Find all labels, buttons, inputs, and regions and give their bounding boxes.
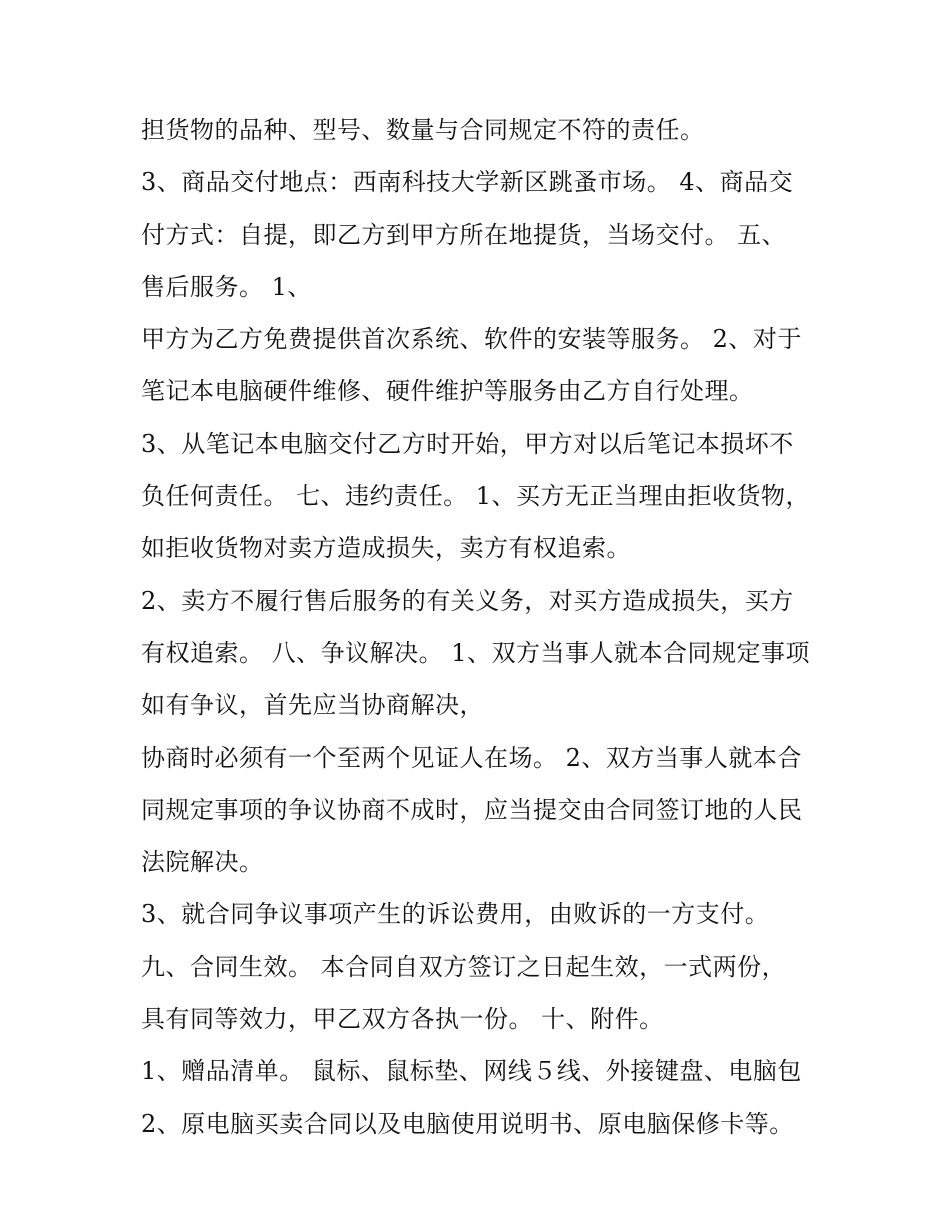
text-line: 九、合同生效。 本合同自双方签订之日起生效，一式两份，	[141, 952, 787, 981]
text-line: 3、就合同争议事项产生的诉讼费用，由败诉的一方支付。	[141, 900, 770, 929]
text-line: 3、商品交付地点：西南科技大学新区跳蚤市场。 4、商品交	[141, 168, 794, 197]
text-line: 售后服务。 1、	[141, 272, 312, 301]
document-body	[141, 104, 841, 1150]
text-line: 3、从笔记本电脑交付乙方时开始，甲方对以后笔记本损坏不	[141, 429, 794, 458]
text-line: 笔记本电脑硬件维修、硬件维护等服务由乙方自行处理。	[141, 377, 754, 406]
text-line: 如拒收货物对卖方造成损失，卖方有权追索。	[141, 534, 631, 563]
text-line: 协商时必须有一个至两个见证人在场。 2、双方当事人就本合	[141, 743, 802, 772]
text-line: 甲方为乙方免费提供首次系统、软件的安装等服务。 2、对于	[141, 325, 802, 354]
text-line: 有权追索。 八、争议解决。 1、双方当事人就本合同规定事项	[141, 638, 811, 667]
text-line: 负任何责任。 七、违约责任。 1、买方无正当理由拒收货物，	[141, 482, 811, 511]
text-line: 2、卖方不履行售后服务的有关义务，对买方造成损失，买方	[141, 586, 794, 615]
text-line: 2、原电脑买卖合同以及电脑使用说明书、原电脑保修卡等。	[141, 1109, 794, 1138]
text-line: 同规定事项的争议协商不成时，应当提交由合同签订地的人民	[141, 795, 803, 824]
text-line: 具有同等效力，甲乙双方各执一份。 十、附件。	[141, 1005, 664, 1034]
text-line: 法院解决。	[141, 848, 264, 877]
text-line: 1、赠品清单。 鼠标、鼠标垫、网线５线、外接键盘、电脑包	[141, 1057, 802, 1086]
text-line: 付方式：自提，即乙方到甲方所在地提货，当场交付。 五、	[141, 220, 787, 249]
text-line: 如有争议，首先应当协商解决，	[141, 691, 484, 720]
text-line: 担货物的品种、型号、数量与合同规定不符的责任。	[141, 116, 705, 144]
